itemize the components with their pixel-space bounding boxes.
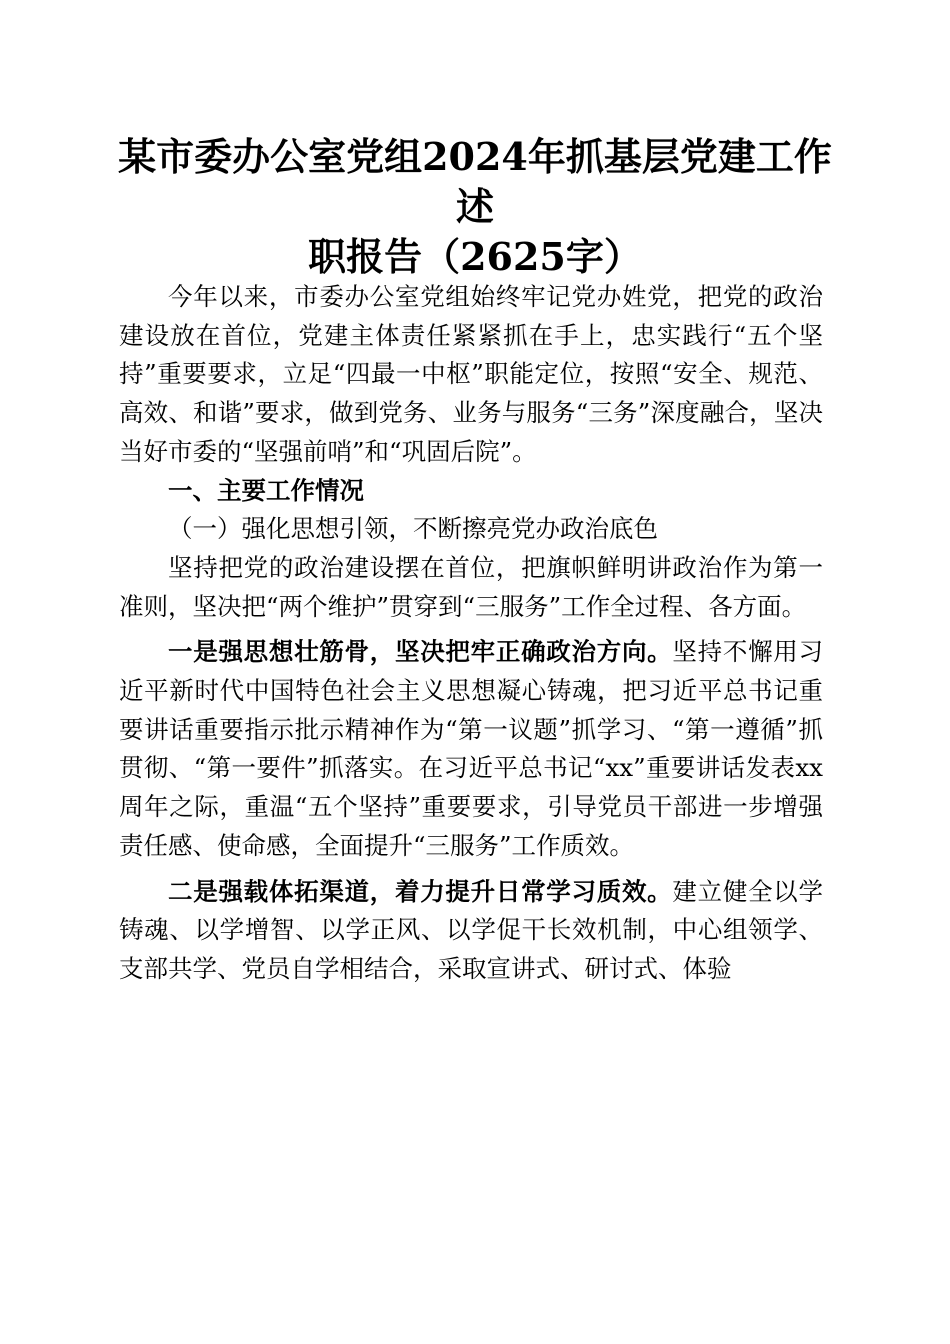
point-1-paragraph — [119, 633, 823, 865]
intro-paragraph: 今年以来，市委办公室党组始终牢记党办姓党，把党的政治建设放在首位，党建主体责任紧紧抓在手上，忠实践行“五个坚持”重要要求，立足“四最一中枢”职能定位，按照“安全、规范、高效、和谐”要求，做到党务、业务与服务“三务”深度融合，坚决当好市委的“坚强前哨”和“巩固后院”。 — [119, 282, 823, 466]
title-line-1: 某市委办公室党组2024年抓基层党建工作述 — [118, 134, 832, 229]
subsection-intro-paragraph: 坚持把党的政治建设摆在首位，把旗帜鲜明讲政治作为第一准则，坚决把“两个维护”贯穿到“三服务”工作全过程、各方面。 — [119, 552, 823, 621]
title-line-2: 职报告（2625字） — [308, 234, 642, 279]
point-2-lead: 二是强载体拓渠道，着力提升日常学习质效。 — [168, 876, 673, 906]
point-1-lead: 一是强思想壮筋骨，坚决把牢正确政治方向。 — [168, 637, 673, 667]
point-2-paragraph — [119, 873, 823, 989]
subsection-heading: （一）强化思想引领，不断擦亮党办政治底色 — [168, 514, 658, 544]
document-title — [110, 132, 840, 282]
section-heading: 一、主要工作情况 — [168, 475, 364, 505]
document-body — [119, 278, 823, 989]
point-1-text: 坚持不懈用习近平新时代中国特色社会主义思想凝心铸魂，把习近平总书记重要讲话重要指示批示精神作为“第一议题”抓学习、“第一遵循”抓贯彻、“第一要件”抓落实。在习近平总书记“xx”重要讲话发表xx周年之际，重温“五个坚持”重要要求，引导党员干部进一步增强责任感、使命感，全面提升“三服务”工作质效。 — [119, 637, 824, 860]
point-2-text: 建立健全以学铸魂、以学增智、以学正风、以学促干长效机制，中心组领学、支部共学、党员自学相结合，采取宣讲式、研讨式、体验 — [119, 876, 824, 983]
